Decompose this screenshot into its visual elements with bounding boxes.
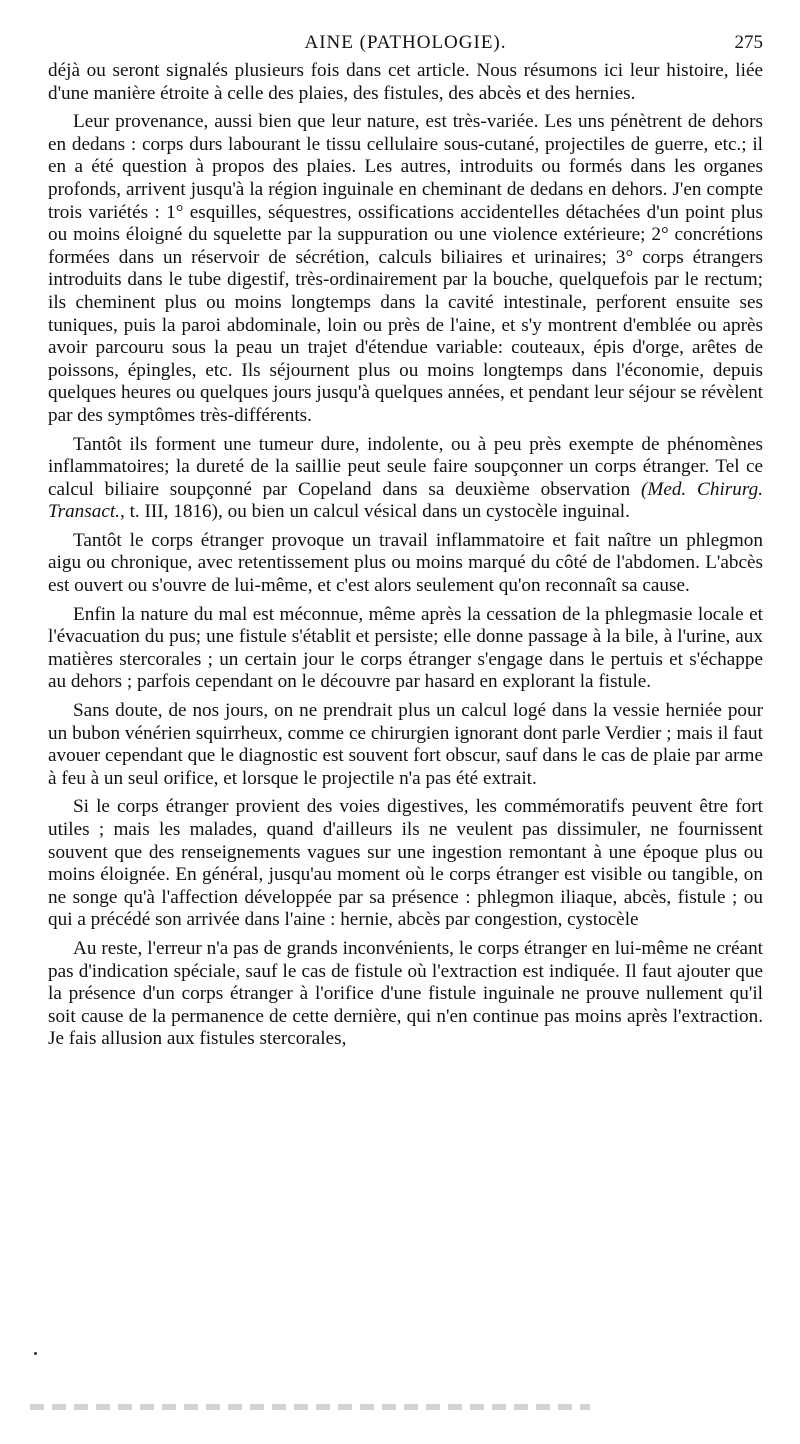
paragraph-5: Enfin la nature du mal est méconnue, même après la cessation de la phlegmasie locale et l'évacuation du pus; une fistule s'établit et persiste; elle donne passage à la bile, à l'urine, aux matières stercorales ; un certain jour le corps étranger s'engage dans le pertuis et s'échappe au dehors ; parfois cependant on le découvre par hasard en explorant la fistule. bbox=[48, 603, 763, 693]
citation-title: (Med. Chirurg. Transact. bbox=[48, 478, 763, 523]
paragraph-6: Sans doute, de nos jours, on ne prendrait plus un calcul logé dans la vessie herniée pour un bubon vénérien squirrheux, comme ce chirurgien ignorant dont parle Verdier ; mais il faut avouer cependant que le diagnostic est souvent fort obscur, sauf dans le cas de plaie par arme à feu à un seul orifice, et lorsque le projectile n'a pas été extrait. bbox=[48, 700, 763, 789]
paragraph-8: Au reste, l'erreur n'a pas de grands inconvénients, le corps étranger en lui-même ne créant pas d'indication spéciale, sauf le cas de fistule où l'extraction est indiquée. Il faut ajouter que la présence d'un corps étranger à l'orifice d'une fistule inguinale ne prouve nullement qu'il soit cause de la permanence de cette dernière, qui n'en continue pas moins après l'extraction. Je fais allusion aux fistules stercorales, bbox=[48, 937, 763, 1050]
stray-ink-mark bbox=[34, 1352, 37, 1355]
paragraph-7: Si le corps étranger provient des voies digestives, les commémoratifs peuvent être fort utiles ; mais les malades, quand d'ailleurs ils ne veulent pas dissimuler, ne fournissent souvent que des renseignements vagues sur une ingestion remontant à une époque plus ou moins éloignée. En général, jusqu'au moment où le corps étranger est visible ou tangible, on ne songe qu'à l'affection développée par sa présence : phlegmon iliaque, abcès, fistule ; ou qui a précédé son arrivée dans l'aine : hernie, abcès par congestion, cystocèle bbox=[48, 796, 763, 931]
body-text bbox=[48, 60, 763, 1057]
running-head bbox=[48, 32, 763, 58]
paragraph-3-text-b: , t. III, 1816), ou bien un calcul vésical dans un cystocèle inguinal. bbox=[119, 501, 630, 523]
paragraph-3-text-a: Tantôt ils forment une tumeur dure, indolente, ou à peu près exempte de phénomènes inflammatoires; la dureté de la saillie peut seule faire soupçonner un corps étranger. Tel ce calcul biliaire soupçonné par Copeland dans sa deuxième observation bbox=[48, 433, 763, 500]
paragraph-4: Tantôt le corps étranger provoque un travail inflammatoire et fait naître un phlegmon aigu ou chronique, avec retentissement plus ou moins marqué du côté de l'abdomen. L'abcès est ouvert ou s'ouvre de lui-même, et c'est alors seulement qu'on reconnaît sa cause. bbox=[48, 529, 763, 597]
page-number: 275 bbox=[734, 32, 763, 53]
running-title: AINE (PATHOLOGIE). bbox=[304, 32, 507, 53]
show-through-bleed bbox=[30, 1404, 590, 1410]
paragraph-1: déjà ou seront signalés plusieurs fois dans cet article. Nous résumons ici leur histoire, liée d'une manière étroite à celle des plaies, des fistules, des abcès et des hernies. bbox=[48, 60, 763, 104]
paragraph-2: Leur provenance, aussi bien que leur nature, est très-variée. Les uns pénètrent de dehors en dedans : corps durs labourant le tissu cellulaire sous-cutané, projectiles de guerre, etc.; il en a été question à propos des plaies. Les autres, introduits ou formés dans les organes profonds, arrivent jusqu'à la région inguinale en cheminant de dedans en dehors. J'en compte trois variétés : 1° esquilles, séquestres, ossifications accidentelles détachées d'un point plus ou moins éloigné du squelette par la suppuration ou une violence extérieure; 2° concrétions formées dans un réservoir de sécrétion, calculs biliaires et urinaires; 3° corps étrangers introduits dans le tube digestif, très-ordinairement par la bouche, quelquefois par le rectum; ils cheminent plus ou moins longtemps dans la cavité intestinale, perforent ensuite ses tuniques, puis la paroi abdominale, loin ou près de l'aine, et s'y montrent d'emblée ou après avoir parcouru sous la peau un trajet d'étendue variable: couteaux, épis d'orge, arêtes de poissons, épingles, etc. Ils séjournent plus ou moins longtemps dans l'économie, depuis quelques heures ou quelques jours jusqu'à quelques années, et pendant leur séjour se révèlent par des symptômes très-différents. bbox=[48, 111, 763, 426]
paragraph-3 bbox=[48, 434, 763, 524]
